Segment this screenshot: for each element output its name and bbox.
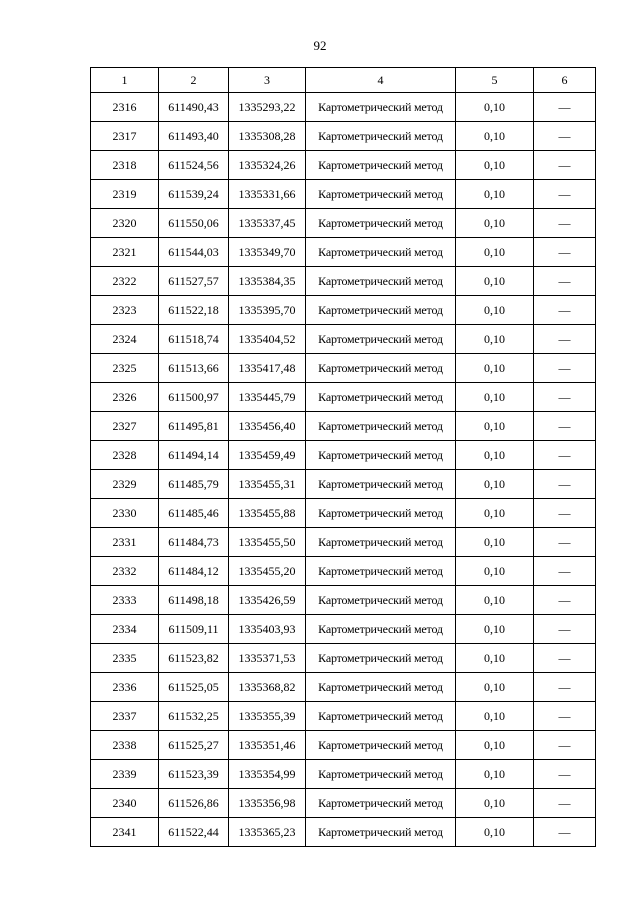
x-coordinate-cell: 611523,82 <box>159 644 229 673</box>
y-coordinate-cell: 1335395,70 <box>229 296 306 325</box>
accuracy-cell: 0,10 <box>456 818 534 847</box>
method-cell: Картометрический метод <box>306 760 456 789</box>
x-coordinate-cell: 611490,43 <box>159 93 229 122</box>
y-coordinate-cell: 1335356,98 <box>229 789 306 818</box>
table-row <box>91 383 596 412</box>
point-number-cell: 2325 <box>91 354 159 383</box>
point-number-cell: 2323 <box>91 296 159 325</box>
method-cell: Картометрический метод <box>306 818 456 847</box>
note-cell: — <box>534 615 596 644</box>
point-number-cell: 2340 <box>91 789 159 818</box>
x-coordinate-cell: 611524,56 <box>159 151 229 180</box>
accuracy-cell: 0,10 <box>456 557 534 586</box>
y-coordinate-cell: 1335331,66 <box>229 180 306 209</box>
accuracy-cell: 0,10 <box>456 209 534 238</box>
y-coordinate-cell: 1335426,59 <box>229 586 306 615</box>
x-coordinate-cell: 611522,18 <box>159 296 229 325</box>
point-number-cell: 2329 <box>91 470 159 499</box>
method-cell: Картометрический метод <box>306 731 456 760</box>
x-coordinate-cell: 611485,79 <box>159 470 229 499</box>
y-coordinate-cell: 1335354,99 <box>229 760 306 789</box>
y-coordinate-cell: 1335455,50 <box>229 528 306 557</box>
table-row <box>91 412 596 441</box>
table-row <box>91 586 596 615</box>
note-cell: — <box>534 702 596 731</box>
point-number-cell: 2327 <box>91 412 159 441</box>
note-cell: — <box>534 238 596 267</box>
accuracy-cell: 0,10 <box>456 731 534 760</box>
x-coordinate-cell: 611494,14 <box>159 441 229 470</box>
note-cell: — <box>534 412 596 441</box>
header-cell-x: 2 <box>159 68 229 93</box>
x-coordinate-cell: 611544,03 <box>159 238 229 267</box>
y-coordinate-cell: 1335455,31 <box>229 470 306 499</box>
method-cell: Картометрический метод <box>306 296 456 325</box>
note-cell: — <box>534 383 596 412</box>
table-row <box>91 528 596 557</box>
table-row <box>91 93 596 122</box>
point-number-cell: 2335 <box>91 644 159 673</box>
method-cell: Картометрический метод <box>306 702 456 731</box>
point-number-cell: 2333 <box>91 586 159 615</box>
note-cell: — <box>534 441 596 470</box>
note-cell: — <box>534 151 596 180</box>
table-row <box>91 789 596 818</box>
header-row <box>91 68 596 93</box>
y-coordinate-cell: 1335403,93 <box>229 615 306 644</box>
y-coordinate-cell: 1335459,49 <box>229 441 306 470</box>
method-cell: Картометрический метод <box>306 354 456 383</box>
table-row <box>91 238 596 267</box>
table-row <box>91 644 596 673</box>
x-coordinate-cell: 611495,81 <box>159 412 229 441</box>
y-coordinate-cell: 1335445,79 <box>229 383 306 412</box>
accuracy-cell: 0,10 <box>456 93 534 122</box>
table-row <box>91 818 596 847</box>
note-cell: — <box>534 818 596 847</box>
x-coordinate-cell: 611539,24 <box>159 180 229 209</box>
accuracy-cell: 0,10 <box>456 789 534 818</box>
note-cell: — <box>534 325 596 354</box>
x-coordinate-cell: 611485,46 <box>159 499 229 528</box>
accuracy-cell: 0,10 <box>456 702 534 731</box>
x-coordinate-cell: 611513,66 <box>159 354 229 383</box>
accuracy-cell: 0,10 <box>456 412 534 441</box>
method-cell: Картометрический метод <box>306 470 456 499</box>
note-cell: — <box>534 586 596 615</box>
accuracy-cell: 0,10 <box>456 470 534 499</box>
y-coordinate-cell: 1335365,23 <box>229 818 306 847</box>
method-cell: Картометрический метод <box>306 499 456 528</box>
x-coordinate-cell: 611525,05 <box>159 673 229 702</box>
accuracy-cell: 0,10 <box>456 528 534 557</box>
x-coordinate-cell: 611525,27 <box>159 731 229 760</box>
note-cell: — <box>534 122 596 151</box>
note-cell: — <box>534 470 596 499</box>
method-cell: Картометрический метод <box>306 615 456 644</box>
point-number-cell: 2318 <box>91 151 159 180</box>
y-coordinate-cell: 1335455,88 <box>229 499 306 528</box>
method-cell: Картометрический метод <box>306 267 456 296</box>
note-cell: — <box>534 557 596 586</box>
header-cell-note: 6 <box>534 68 596 93</box>
y-coordinate-cell: 1335417,48 <box>229 354 306 383</box>
table-row <box>91 673 596 702</box>
point-number-cell: 2326 <box>91 383 159 412</box>
table-row <box>91 122 596 151</box>
y-coordinate-cell: 1335371,53 <box>229 644 306 673</box>
note-cell: — <box>534 760 596 789</box>
x-coordinate-cell: 611493,40 <box>159 122 229 151</box>
table-row <box>91 296 596 325</box>
table-row <box>91 209 596 238</box>
table-row <box>91 731 596 760</box>
table-row <box>91 151 596 180</box>
table-row <box>91 470 596 499</box>
point-number-cell: 2319 <box>91 180 159 209</box>
table-row <box>91 702 596 731</box>
method-cell: Картометрический метод <box>306 122 456 151</box>
method-cell: Картометрический метод <box>306 412 456 441</box>
point-number-cell: 2321 <box>91 238 159 267</box>
note-cell: — <box>534 209 596 238</box>
header-cell-method: 4 <box>306 68 456 93</box>
accuracy-cell: 0,10 <box>456 441 534 470</box>
note-cell: — <box>534 731 596 760</box>
header-cell-point: 1 <box>91 68 159 93</box>
header-cell-y: 3 <box>229 68 306 93</box>
table-row <box>91 760 596 789</box>
x-coordinate-cell: 611500,97 <box>159 383 229 412</box>
accuracy-cell: 0,10 <box>456 673 534 702</box>
accuracy-cell: 0,10 <box>456 296 534 325</box>
point-number-cell: 2331 <box>91 528 159 557</box>
point-number-cell: 2336 <box>91 673 159 702</box>
y-coordinate-cell: 1335455,20 <box>229 557 306 586</box>
accuracy-cell: 0,10 <box>456 383 534 412</box>
point-number-cell: 2316 <box>91 93 159 122</box>
method-cell: Картометрический метод <box>306 586 456 615</box>
accuracy-cell: 0,10 <box>456 586 534 615</box>
method-cell: Картометрический метод <box>306 528 456 557</box>
page-number: 92 <box>313 38 327 53</box>
note-cell: — <box>534 528 596 557</box>
point-number-cell: 2330 <box>91 499 159 528</box>
header-cell-accuracy: 5 <box>456 68 534 93</box>
method-cell: Картометрический метод <box>306 789 456 818</box>
accuracy-cell: 0,10 <box>456 267 534 296</box>
y-coordinate-cell: 1335337,45 <box>229 209 306 238</box>
method-cell: Картометрический метод <box>306 93 456 122</box>
method-cell: Картометрический метод <box>306 209 456 238</box>
y-coordinate-cell: 1335368,82 <box>229 673 306 702</box>
coordinates-table <box>90 67 596 847</box>
accuracy-cell: 0,10 <box>456 238 534 267</box>
method-cell: Картометрический метод <box>306 238 456 267</box>
accuracy-cell: 0,10 <box>456 499 534 528</box>
accuracy-cell: 0,10 <box>456 325 534 354</box>
table-body <box>91 93 596 847</box>
point-number-cell: 2320 <box>91 209 159 238</box>
note-cell: — <box>534 499 596 528</box>
method-cell: Картометрический метод <box>306 180 456 209</box>
point-number-cell: 2328 <box>91 441 159 470</box>
y-coordinate-cell: 1335384,35 <box>229 267 306 296</box>
point-number-cell: 2341 <box>91 818 159 847</box>
note-cell: — <box>534 354 596 383</box>
accuracy-cell: 0,10 <box>456 615 534 644</box>
note-cell: — <box>534 673 596 702</box>
accuracy-cell: 0,10 <box>456 760 534 789</box>
method-cell: Картометрический метод <box>306 383 456 412</box>
table-row <box>91 441 596 470</box>
accuracy-cell: 0,10 <box>456 180 534 209</box>
x-coordinate-cell: 611522,44 <box>159 818 229 847</box>
y-coordinate-cell: 1335355,39 <box>229 702 306 731</box>
y-coordinate-cell: 1335404,52 <box>229 325 306 354</box>
point-number-cell: 2332 <box>91 557 159 586</box>
x-coordinate-cell: 611509,11 <box>159 615 229 644</box>
table-row <box>91 354 596 383</box>
point-number-cell: 2322 <box>91 267 159 296</box>
note-cell: — <box>534 296 596 325</box>
x-coordinate-cell: 611498,18 <box>159 586 229 615</box>
table-row <box>91 499 596 528</box>
table-row <box>91 267 596 296</box>
table-row <box>91 557 596 586</box>
table-row <box>91 325 596 354</box>
point-number-cell: 2338 <box>91 731 159 760</box>
point-number-cell: 2317 <box>91 122 159 151</box>
accuracy-cell: 0,10 <box>456 122 534 151</box>
y-coordinate-cell: 1335351,46 <box>229 731 306 760</box>
x-coordinate-cell: 611526,86 <box>159 789 229 818</box>
x-coordinate-cell: 611518,74 <box>159 325 229 354</box>
x-coordinate-cell: 611532,25 <box>159 702 229 731</box>
x-coordinate-cell: 611527,57 <box>159 267 229 296</box>
y-coordinate-cell: 1335293,22 <box>229 93 306 122</box>
y-coordinate-cell: 1335349,70 <box>229 238 306 267</box>
method-cell: Картометрический метод <box>306 325 456 354</box>
note-cell: — <box>534 789 596 818</box>
note-cell: — <box>534 644 596 673</box>
method-cell: Картометрический метод <box>306 673 456 702</box>
y-coordinate-cell: 1335324,26 <box>229 151 306 180</box>
method-cell: Картометрический метод <box>306 151 456 180</box>
method-cell: Картометрический метод <box>306 644 456 673</box>
note-cell: — <box>534 267 596 296</box>
x-coordinate-cell: 611523,39 <box>159 760 229 789</box>
note-cell: — <box>534 180 596 209</box>
table-row <box>91 615 596 644</box>
x-coordinate-cell: 611550,06 <box>159 209 229 238</box>
y-coordinate-cell: 1335308,28 <box>229 122 306 151</box>
point-number-cell: 2334 <box>91 615 159 644</box>
method-cell: Картометрический метод <box>306 441 456 470</box>
x-coordinate-cell: 611484,12 <box>159 557 229 586</box>
point-number-cell: 2337 <box>91 702 159 731</box>
table-header <box>91 68 596 93</box>
point-number-cell: 2339 <box>91 760 159 789</box>
table-row <box>91 180 596 209</box>
note-cell: — <box>534 93 596 122</box>
x-coordinate-cell: 611484,73 <box>159 528 229 557</box>
point-number-cell: 2324 <box>91 325 159 354</box>
y-coordinate-cell: 1335456,40 <box>229 412 306 441</box>
accuracy-cell: 0,10 <box>456 354 534 383</box>
accuracy-cell: 0,10 <box>456 644 534 673</box>
method-cell: Картометрический метод <box>306 557 456 586</box>
accuracy-cell: 0,10 <box>456 151 534 180</box>
